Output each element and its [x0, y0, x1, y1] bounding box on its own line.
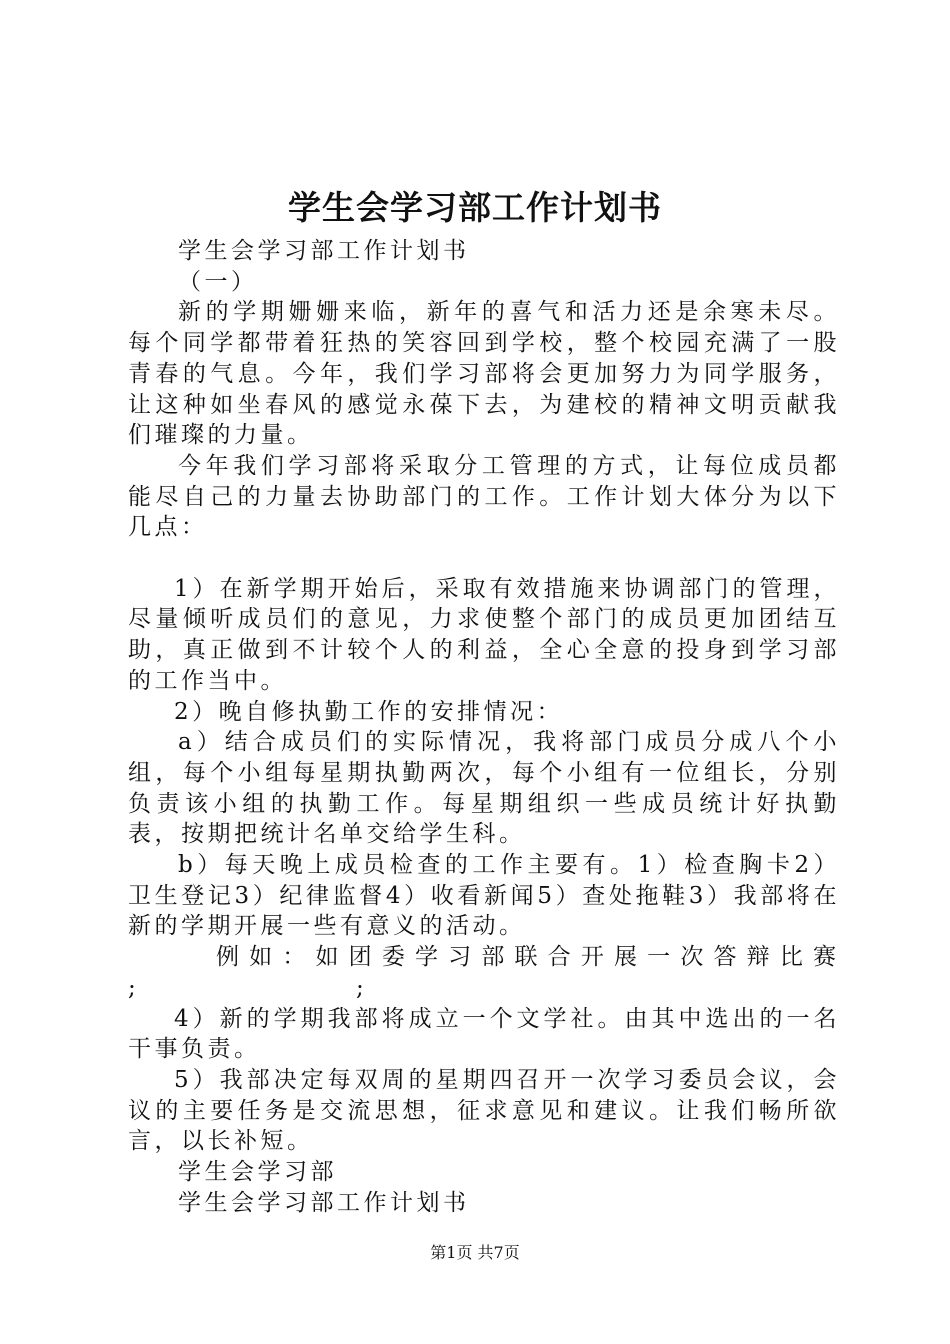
paragraph-intro: 新的学期姗姗来临，新年的喜气和活力还是余寒未尽。每个同学都带着狂热的笑容回到学校，整个校园充满了一股青春的气息。今年，我们学习部将会更加努力为同学服务，让这种如坐春风的感觉永葆下去，为建校的精神文明贡献我们璀璨的力量。 [128, 299, 840, 449]
semicolon: ; [356, 974, 368, 1001]
paragraph-item-2b: b）每天晚上成员检查的工作主要有。1）检查胸卡2）卫生登记3）纪律监督4）收看新闻5）查处拖鞋3）我部将在新的学期开展一些有意义的活动。 [128, 852, 840, 940]
closing-title: 学生会学习部工作计划书 [178, 1189, 470, 1216]
paragraph-item-4: 4）新的学期我部将成立一个文学社。由其中选出的一名干事负责。 [128, 1005, 840, 1063]
paragraph-item-5: 5）我部决定每双周的星期四召开一次学习委员会议，会议的主要任务是交流思想，征求意见和建议。让我们畅所欲言，以长补短。 [128, 1066, 840, 1155]
blank-line [128, 543, 840, 574]
page-footer: 第1页 共7页 [430, 1243, 520, 1262]
section-marker: （一） [178, 268, 258, 295]
paragraph-overview: 今年我们学习部将采取分工管理的方式，让每位成员都能尽自己的力量去协助部门的工作。工作计划大体分为以下几点： [128, 452, 840, 541]
semicolon: ; [128, 974, 140, 1001]
signature: 学生会学习部 [178, 1159, 337, 1186]
page-title: 学生会学习部工作计划书 [288, 188, 662, 227]
subtitle: 学生会学习部工作计划书 [178, 238, 470, 264]
paragraph-item-2a: a）结合成员们的实际情况，我将部门成员分成八个小组，每个小组每星期执勤两次，每个小组有一位组长，分别负责该小组的执勤工作。每星期组织一些成员统计好执勤表，按期把统计名单交给学生科。 [128, 729, 840, 848]
paragraph-item-2: 2）晚自修执勤工作的安排情况： [174, 698, 564, 725]
semicolon-line [128, 973, 840, 1004]
document-body [128, 236, 840, 1218]
paragraph-example: 例如：如团委学习部联合开展一次答辩比赛 [216, 944, 840, 971]
paragraph-item-1: 1）在新学期开始后，采取有效措施来协调部门的管理，尽量倾听成员们的意见，力求使整个部门的成员更加团结互助，真正做到不计较个人的利益，全心全意的投身到学习部的工作当中。 [128, 575, 840, 694]
